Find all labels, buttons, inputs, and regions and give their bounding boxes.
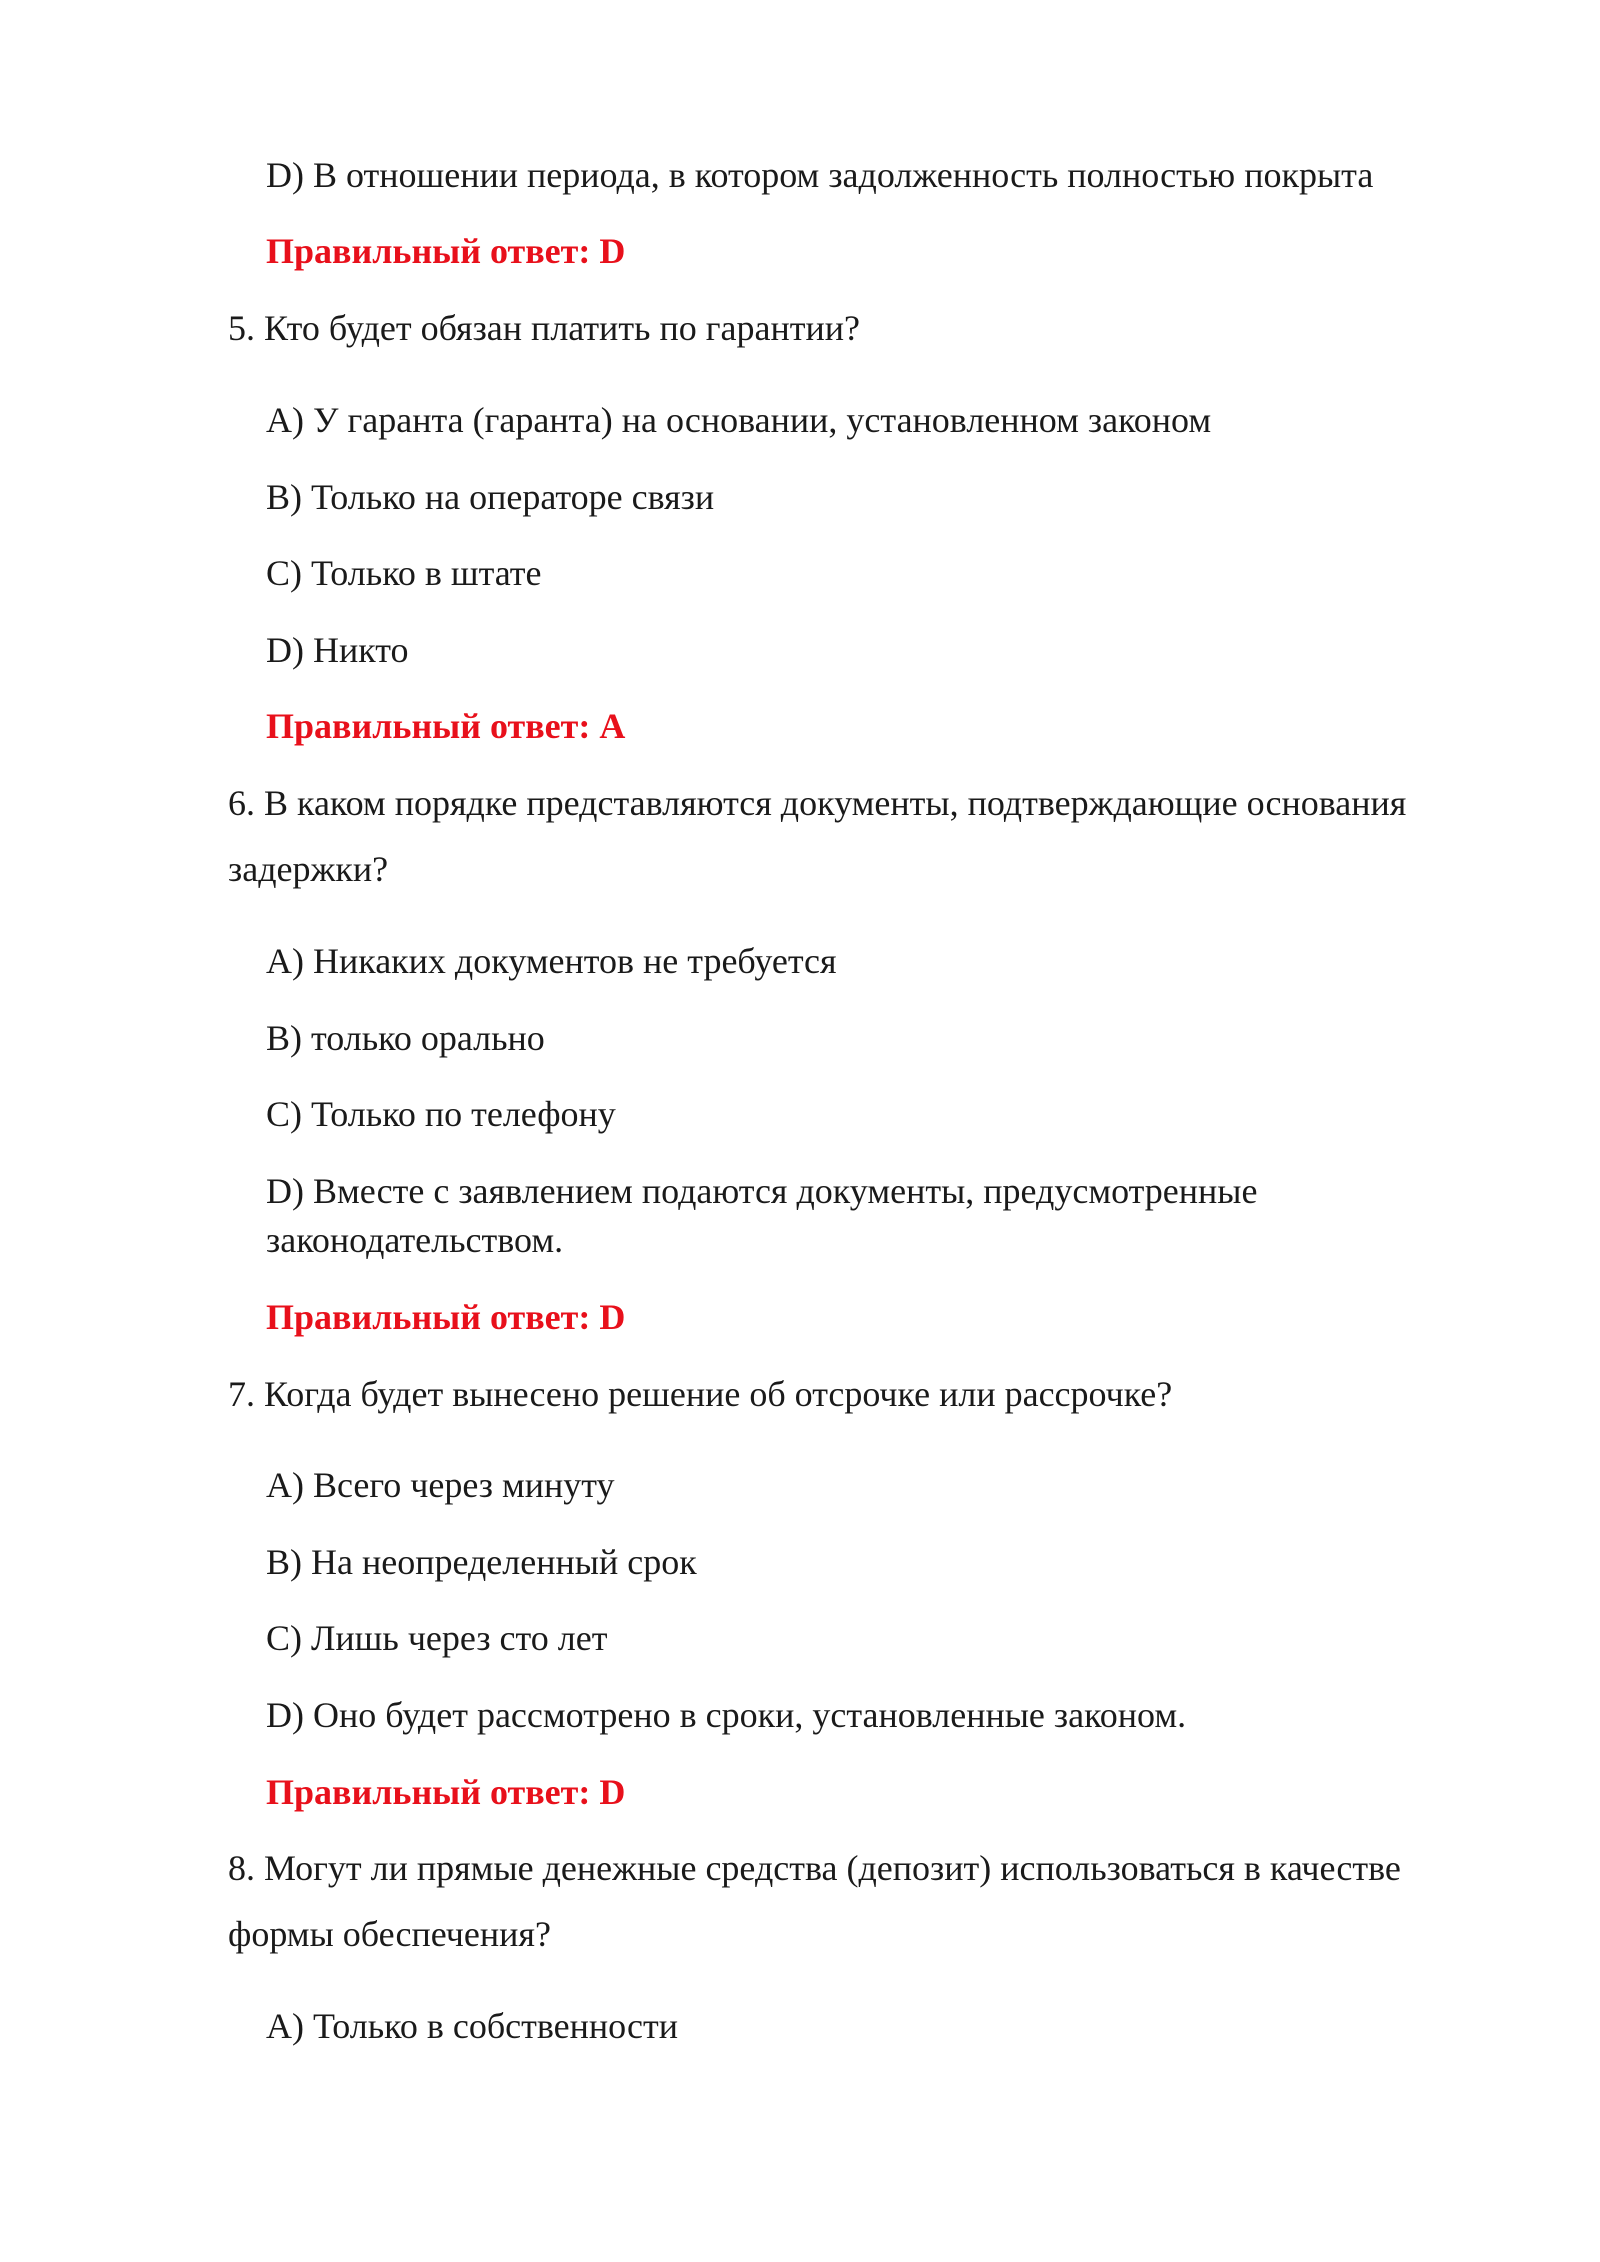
option-6d-line-1: D) Вместе с заявлением подаются документы, предусмотренные [266,1171,1258,1211]
option-5a: A) У гаранта (гаранта) на основании, установленном законом [266,400,1212,440]
correct-answer-7: Правильный ответ: D [266,1772,626,1812]
question-6-line-2: задержки? [228,849,389,889]
option-6a: A) Никаких документов не требуется [266,941,837,981]
question-8-line-1: 8. Могут ли прямые денежные средства (депозит) использоваться в качестве [228,1848,1401,1888]
option-5d: D) Никто [266,630,409,670]
option-7d: D) Оно будет рассмотрено в сроки, установленные законом. [266,1695,1187,1735]
option-6b: B) только орально [266,1018,545,1058]
question-6-line-1: 6. В каком порядке представляются документы, подтверждающие основания [228,783,1407,823]
option-5b: B) Только на операторе связи [266,477,715,517]
correct-answer-6: Правильный ответ: D [266,1297,626,1337]
question-8-line-2: формы обеспечения? [228,1914,551,1954]
correct-answer-5: Правильный ответ: A [266,706,626,746]
option-7c: C) Лишь через сто лет [266,1618,608,1658]
option-4d: D) В отношении периода, в котором задолженность полностью покрыта [266,155,1374,195]
option-7a: A) Всего через минуту [266,1465,615,1505]
option-8a: A) Только в собственности [266,2006,679,2046]
correct-answer-4: Правильный ответ: D [266,231,626,271]
option-6c: C) Только по телефону [266,1094,616,1134]
option-6d-line-2: законодательством. [266,1220,564,1260]
option-5c: C) Только в штате [266,553,542,593]
question-5: 5. Кто будет обязан платить по гарантии? [228,308,860,348]
option-7b: B) На неопределенный срок [266,1542,697,1582]
question-7: 7. Когда будет вынесено решение об отсрочке или рассрочке? [228,1374,1173,1414]
